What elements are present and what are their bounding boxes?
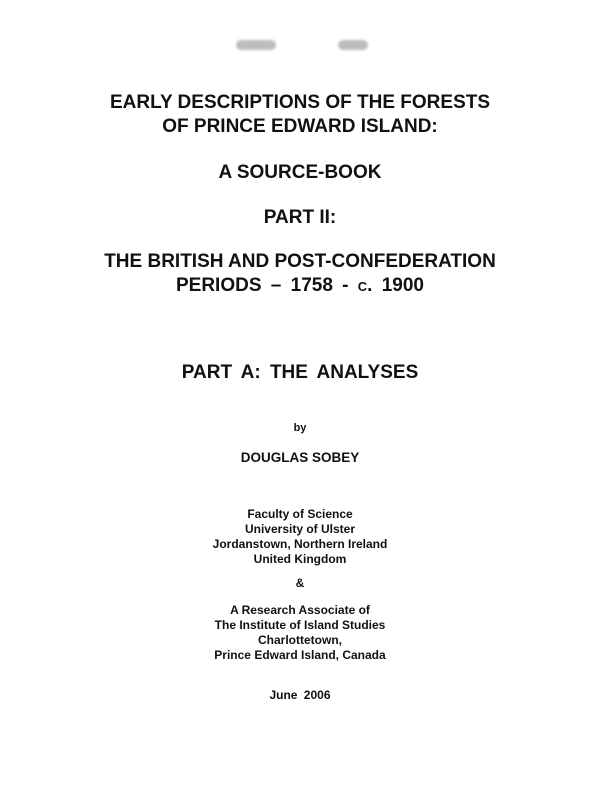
affiliation-2-line: Charlottetown, [258,633,342,647]
title-line-1-text: EARLY DESCRIPTIONS OF THE FORESTS [109,92,491,113]
title-line-2 [0,116,600,138]
affiliation-1-line: Faculty of Science [247,507,353,521]
ampersand-text: & [295,576,305,590]
author-name: DOUGLAS SOBEY [240,450,360,465]
part-heading-text: PART II: [263,207,337,228]
by-line [0,422,600,434]
affiliation-1-line: Jordanstown, Northern Ireland [212,537,388,551]
by-text: by [293,422,307,434]
publication-date [0,688,600,702]
publication-date-text: June 2006 [269,688,331,702]
part-title-line-2-text: PERIODS – 1758 - c. 1900 [175,275,424,296]
affiliation-2-line: A Research Associate of [230,603,370,617]
title-line-1 [0,92,600,114]
section-title [0,362,600,384]
subtitle-text: A SOURCE-BOOK [218,162,382,183]
author [0,449,600,467]
scan-smudge-left [236,40,276,50]
part-title-line-1-text: THE BRITISH AND POST-CONFEDERATION [104,251,496,272]
ampersand [0,576,600,590]
part-title-line-1 [0,251,600,273]
affiliation-2-line: Prince Edward Island, Canada [214,648,386,662]
affiliation-2-line: The Institute of Island Studies [214,618,386,632]
affiliation-1 [0,507,600,567]
part-heading [0,207,600,229]
affiliation-1-line: University of Ulster [244,522,356,536]
title-line-2-text: OF PRINCE EDWARD ISLAND: [162,116,438,137]
scan-smudge-right [338,40,368,50]
affiliation-1-line: United Kingdom [253,552,347,566]
part-title-line-2 [0,275,600,297]
section-title-text: PART A: THE ANALYSES [181,362,419,383]
subtitle [0,162,600,184]
affiliation-2 [0,603,600,663]
